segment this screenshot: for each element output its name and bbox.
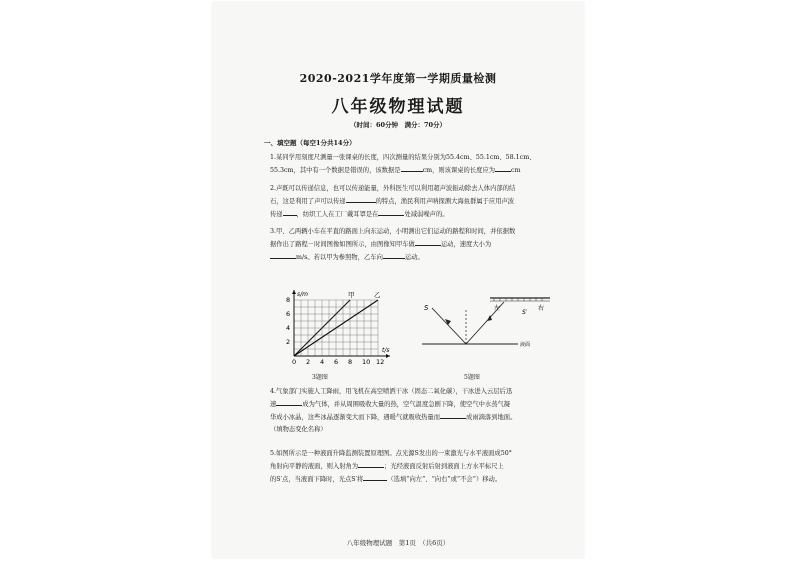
- q1-line1: 1.某同学用刻度尺测量一张课桌的长度，四次测量的结果分别为55.4cm、55.1cm、58.1cm、: [270, 154, 536, 161]
- x-tick-label: 12: [376, 358, 385, 366]
- x-axis-label: t/s: [382, 347, 390, 354]
- q4-blank-1[interactable]: [276, 398, 302, 406]
- q1-line2: 55.3cm，其中有一个数据是错误的，该数据是 cm，则该课桌的长度应为 cm: [270, 164, 562, 177]
- q2-blank-3[interactable]: [378, 208, 404, 216]
- question-2: [270, 183, 562, 221]
- exam-subtitle: 八年级物理试题: [331, 97, 465, 117]
- label-S: S: [424, 304, 429, 312]
- question-3: [270, 226, 562, 264]
- figure-3-caption: 3题图: [312, 374, 328, 381]
- exam-page: [212, 2, 584, 558]
- q2-blank-2[interactable]: [283, 208, 297, 216]
- q3-line1: 3.甲、乙两辆小车在平直的路面上向东运动，小明测出它们运动的路程和时间，并依据数: [270, 228, 516, 235]
- figure-5-caption: 5题图: [464, 374, 480, 381]
- page-footer: 八年级物理试题 第1页 （共6页）: [346, 539, 450, 547]
- q4-blank-2[interactable]: [440, 411, 466, 419]
- label-surface: 液面: [520, 342, 531, 348]
- q2-line3: 传递 ，纺织工人在工厂戴耳罩是在 处减弱噪声的。: [270, 208, 562, 221]
- figure-3-chart: [276, 284, 406, 370]
- y-tick-label: 4: [286, 324, 291, 332]
- y-axis-label: s/m: [297, 291, 308, 298]
- x-tick-label: 6: [334, 358, 339, 366]
- x-tick-label: 2: [306, 358, 311, 366]
- q3-blank-2[interactable]: [270, 251, 296, 259]
- q4-line3: 华成小冰晶，这些冰晶逐渐变大而下降，遇暖气就吸收热量而 成雨滴落到地面。: [270, 411, 562, 424]
- q3-line2: 据作出了路程－时间图像如图所示，由图像知甲车做 运动，速度大小为: [270, 238, 562, 251]
- label-S-prime: S′: [522, 309, 528, 316]
- figure-5-diagram: [412, 288, 562, 354]
- chart-3-plot-group: [286, 290, 390, 366]
- q3-line3: m/s。若以甲为参照物，乙车向 运动。: [270, 251, 562, 264]
- q5-line1: 5.如图所示是一种液面升降监测装置原理图。点光源S发出的一束激光与水平液面成50°: [270, 450, 512, 457]
- q5-line3: 的S′点，当液面下降时，光点S′将 （选填“向左”、“向右”或“不会”）移动。: [270, 473, 562, 486]
- series-label-jia: 甲: [348, 291, 355, 299]
- series-label-yi: 乙: [374, 291, 381, 299]
- x-tick-label: 8: [348, 358, 353, 366]
- section-heading: 一、填空题（每空1分共14分）: [264, 139, 356, 147]
- question-4: [270, 386, 562, 436]
- label-left: 左: [494, 305, 501, 312]
- exam-title: 2020-2021学年度第一学期质量检测: [299, 72, 497, 85]
- label-right: 右: [538, 305, 545, 312]
- q4-line2: 速 成为气体，并从周围吸收大量的热，空气温度急剧下降，使空气中水蒸气凝: [270, 398, 562, 411]
- q2-line2: 石，这是利用了声可以传递 的特点，渔民利用声呐探测大海鱼群属于应用声波: [270, 195, 562, 208]
- y-tick-label: 8: [286, 296, 291, 304]
- q4-line4: （填物态变化名称）: [270, 426, 327, 433]
- q2-blank-1[interactable]: [346, 195, 376, 203]
- incident-arrow: [445, 319, 451, 325]
- q5-blank-1[interactable]: [358, 460, 384, 468]
- y-axis-arrow: [292, 290, 296, 294]
- exam-meta: （时间：60分钟 满分：70分）: [349, 121, 447, 129]
- x-tick-label: 0: [292, 358, 297, 366]
- q5-blank-2[interactable]: [363, 473, 387, 481]
- q3-blank-1[interactable]: [415, 238, 441, 246]
- q5-line2: 角射向平静的液面，则入射角为 ；光经液面反射后射到液面上方水平标尺上: [270, 460, 562, 473]
- y-tick-label: 2: [286, 338, 291, 346]
- q1-blank-2[interactable]: [495, 164, 511, 172]
- incident-ray: [432, 308, 466, 344]
- q1-blank-1[interactable]: [401, 164, 423, 172]
- x-tick-label: 4: [320, 358, 325, 366]
- q2-line1: 2.声既可以传递信息，也可以传递能量，外科医生可以利用超声波振动除去人体内部的结: [270, 185, 516, 192]
- x-tick-label: 10: [362, 358, 371, 366]
- q3-blank-3[interactable]: [383, 251, 405, 259]
- question-5: [270, 448, 562, 486]
- y-tick-label: 6: [286, 310, 291, 318]
- q4-line1: 4.气象部门实施人工降雨，用飞机在高空喷洒干冰（固态二氧化碳），干冰进入云层后迅: [270, 388, 513, 395]
- question-1: [270, 152, 562, 177]
- x-axis-arrow: [386, 354, 390, 358]
